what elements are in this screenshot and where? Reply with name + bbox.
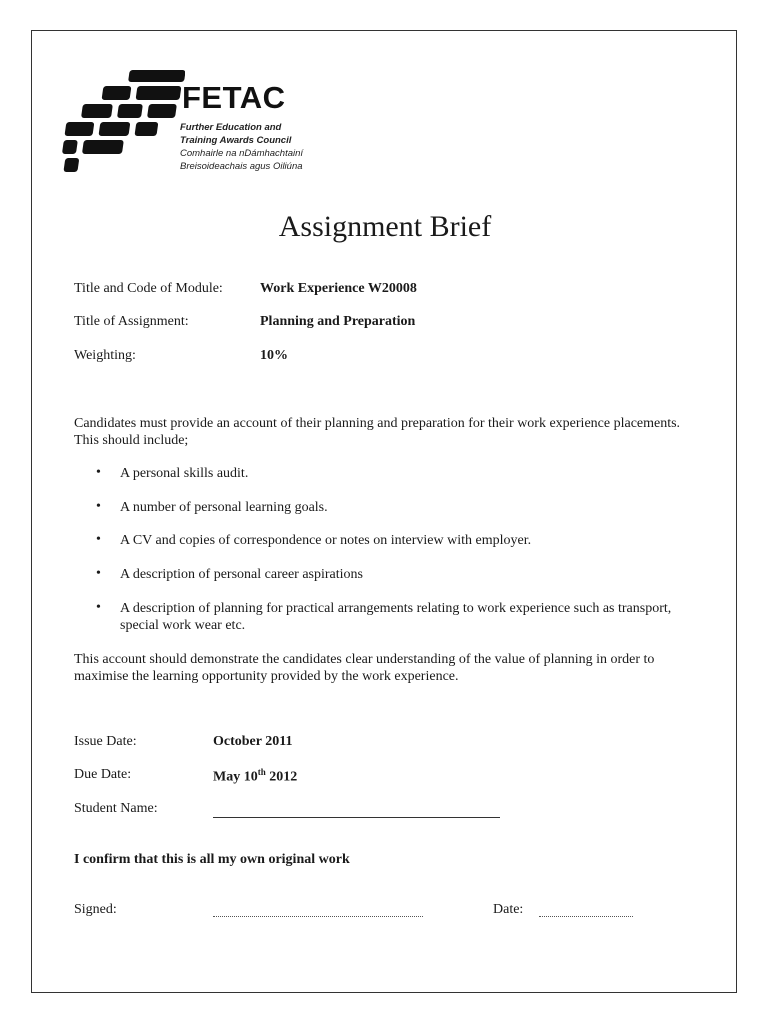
student-name-field[interactable] [213, 817, 500, 818]
due-date-label: Due Date: [74, 767, 132, 782]
bullet-marker: • [96, 532, 101, 547]
module-label: Title and Code of Module: [74, 281, 223, 296]
bullet-item: A description of planning for practical arrangements relating to work experience such as transport, special work wear etc. [120, 601, 672, 633]
logo-line-3: Comhairle na nDámhachtainí [180, 148, 304, 159]
confirmation-statement: I confirm that this is all my own original work [74, 852, 350, 867]
issue-date-label: Issue Date: [74, 734, 137, 749]
signed-label: Signed: [74, 902, 117, 917]
bullet-marker: • [96, 499, 101, 514]
weighting-value: 10% [260, 348, 288, 363]
bullet-item: A description of personal career aspirations [120, 567, 363, 582]
fetac-brick-mark-icon [60, 68, 185, 178]
bullet-item: A number of personal learning goals. [120, 500, 328, 515]
bullet-marker: • [96, 566, 101, 581]
bullet-marker: • [96, 600, 101, 615]
logo-line-4: Breisoideachais agus Oiliúna [180, 161, 303, 172]
logo-line-1: Further Education and [180, 122, 282, 133]
summary-paragraph: This account should demonstrate the candidates clear understanding of the value of planning in order to maximise the learning opportunity provided by the work experience. [74, 652, 655, 684]
bullet-item: A personal skills audit. [120, 466, 249, 481]
weighting-label: Weighting: [74, 348, 136, 363]
issue-date-value: October 2011 [213, 734, 293, 749]
page-title: Assignment Brief [278, 210, 492, 243]
module-value: Work Experience W20008 [260, 281, 417, 296]
due-date-ordinal: th [257, 767, 266, 777]
assignment-value: Planning and Preparation [260, 314, 416, 329]
due-date-value [213, 767, 297, 786]
student-name-label: Student Name: [74, 801, 158, 816]
due-date-suffix: 2012 [265, 769, 298, 785]
logo-line-2: Training Awards Council [180, 135, 292, 146]
intro-paragraph: Candidates must provide an account of their planning and preparation for their work experience placements. This should include; [74, 416, 681, 448]
logo-wordmark: FETAC [182, 80, 286, 115]
fetac-logo [60, 68, 320, 178]
assignment-label: Title of Assignment: [74, 314, 189, 329]
date-field[interactable] [539, 916, 633, 917]
bullet-marker: • [96, 465, 101, 480]
signature-field[interactable] [213, 916, 423, 917]
bullet-item: A CV and copies of correspondence or notes on interview with employer. [120, 533, 532, 548]
date-label: Date: [493, 902, 524, 917]
due-date-prefix: May 10 [213, 769, 258, 785]
